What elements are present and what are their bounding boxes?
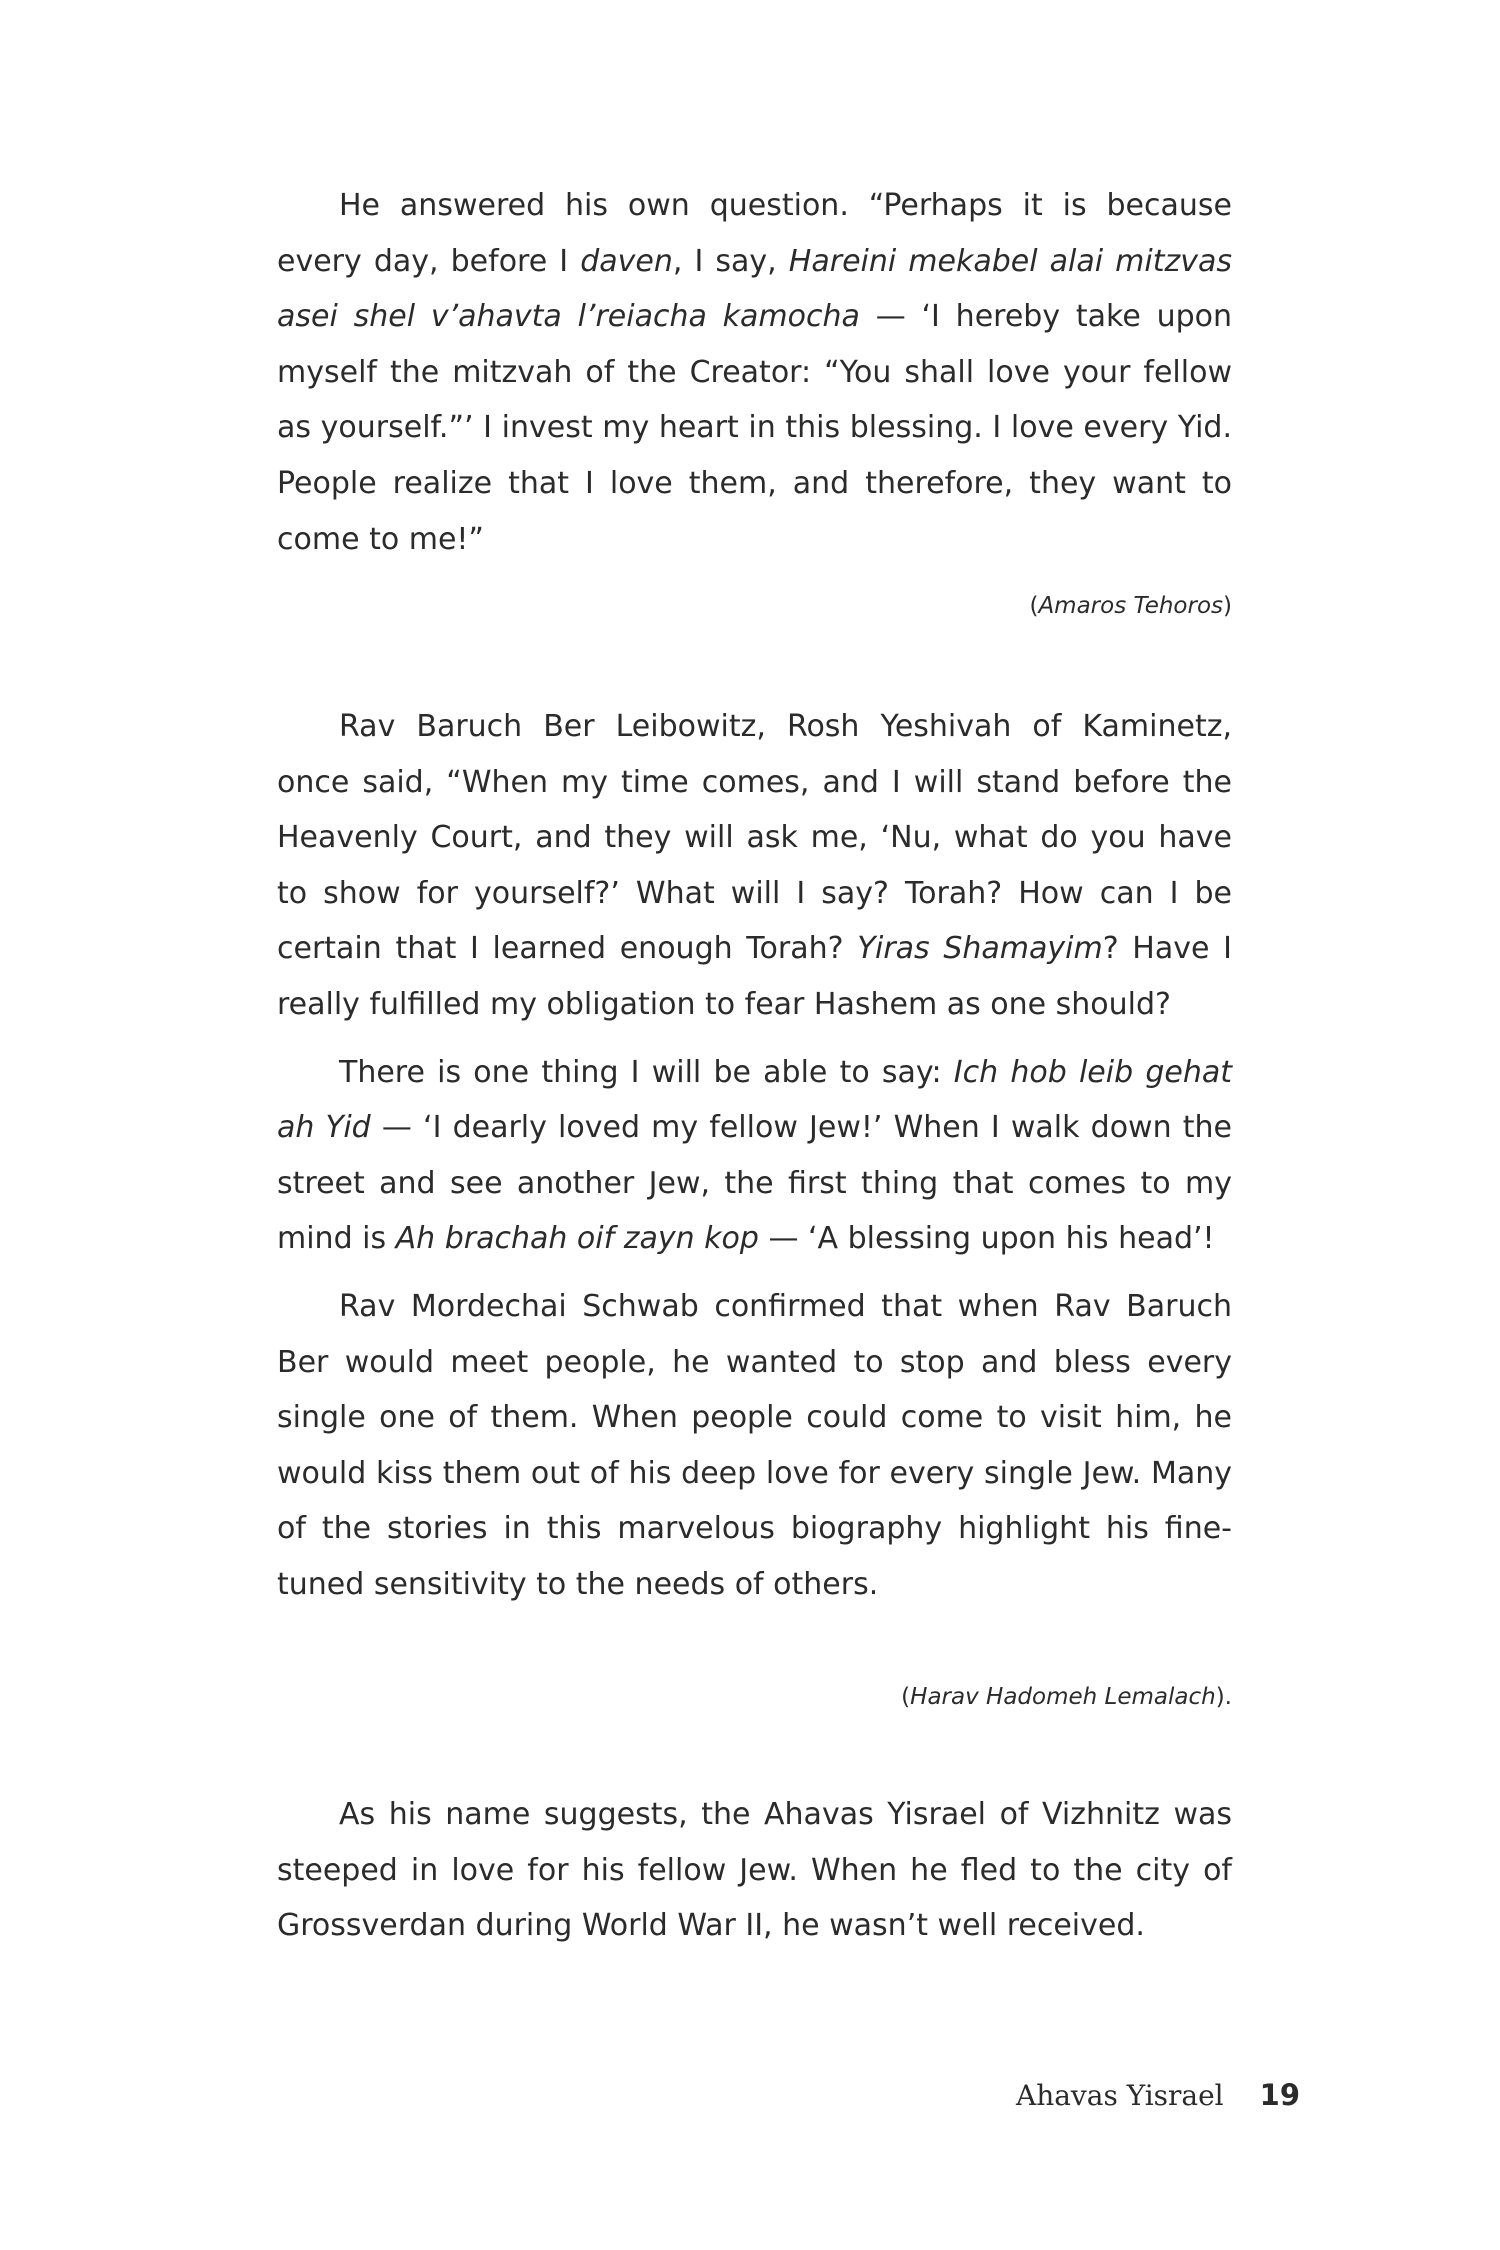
text-run: As his name suggests, the Ahavas Yisrael of Vizhnitz was steeped in love for his fellow Jew. When he fled to the city of Grossverdan during World War II, he wasn’t well received. [277,1797,1232,1944]
running-head: Ahavas Yisrael [1015,2079,1224,2112]
paragraph [277,1279,1232,1613]
text-run: — ‘A blessing upon his head’! [758,1221,1215,1257]
text-run: ? Have I really fulfilled my obligation to fear Hashem as one should? [277,931,1232,1022]
paragraph [277,178,1232,567]
paragraph [277,1787,1232,1954]
paragraph [277,699,1232,1033]
italic-phrase: Ich hob leib gehat ah Yid [277,1054,1232,1146]
page-footer [1016,2078,1300,2112]
page-number: 19 [1259,2078,1300,2112]
source-citation-2 [901,1684,1232,1710]
text-run: ). [1215,1684,1232,1710]
text-run: He answered his own question. “Perhaps it is because every day, before I [277,188,1232,279]
text-run: Rav Baruch Ber Leibowitz, Rosh Yeshivah of Kaminetz, once said, “When my time comes, and I will stand before the Heavenly Court, and they will ask me, ‘Nu, what do you have to show for yourself?’ What will I say? Torah? How can I be certain that I learned enough Torah? [277,709,1232,967]
italic-phrase: Yiras Shamayim [857,931,1103,967]
text-run: ( [901,1684,911,1710]
italic-phrase: Hareini mekabel alai mitzvas asei shel v’ahavta l’reiacha kamocha [277,243,1233,335]
text-run: ( [1029,593,1039,619]
story-1 [277,178,1232,567]
text-run: Rav Mordechai Schwab confirmed that when Rav Baruch Ber would meet people, he wanted to stop and bless every single one of them. When people could come to visit him, he would kiss them out of his deep love for every single Jew. Many of the stories in this marvelous biography highlight his fine-tuned sensitivity to the needs of others. [277,1288,1232,1602]
italic-phrase: Ah brachah oif zayn kop [395,1221,759,1257]
text-run: ) [1223,593,1232,619]
italic-phrase: Amaros Tehoros [1038,593,1224,619]
source-citation-1 [1029,593,1232,619]
story-2 [277,699,1232,1613]
italic-phrase: Harav Hadomeh Lemalach [910,1684,1216,1710]
italic-phrase: daven [580,243,673,279]
story-3 [277,1787,1232,1954]
text-run: There is one thing I will be able to say: [339,1054,954,1090]
text-run: — ‘I dearly loved my fellow Jew!’ When I walk down the street and see another Jew, the first thing that comes to my mind is [277,1110,1232,1257]
paragraph [277,1045,1232,1267]
text-run: , I say, [672,243,789,279]
text-run: — ‘I hereby take upon myself the mitzvah of the Creator: “You shall love your fellow as yourself.”’ I invest my heart in this blessing. I love every Yid. People realize that I love them, and therefore, they want to come to me!” [277,299,1233,557]
